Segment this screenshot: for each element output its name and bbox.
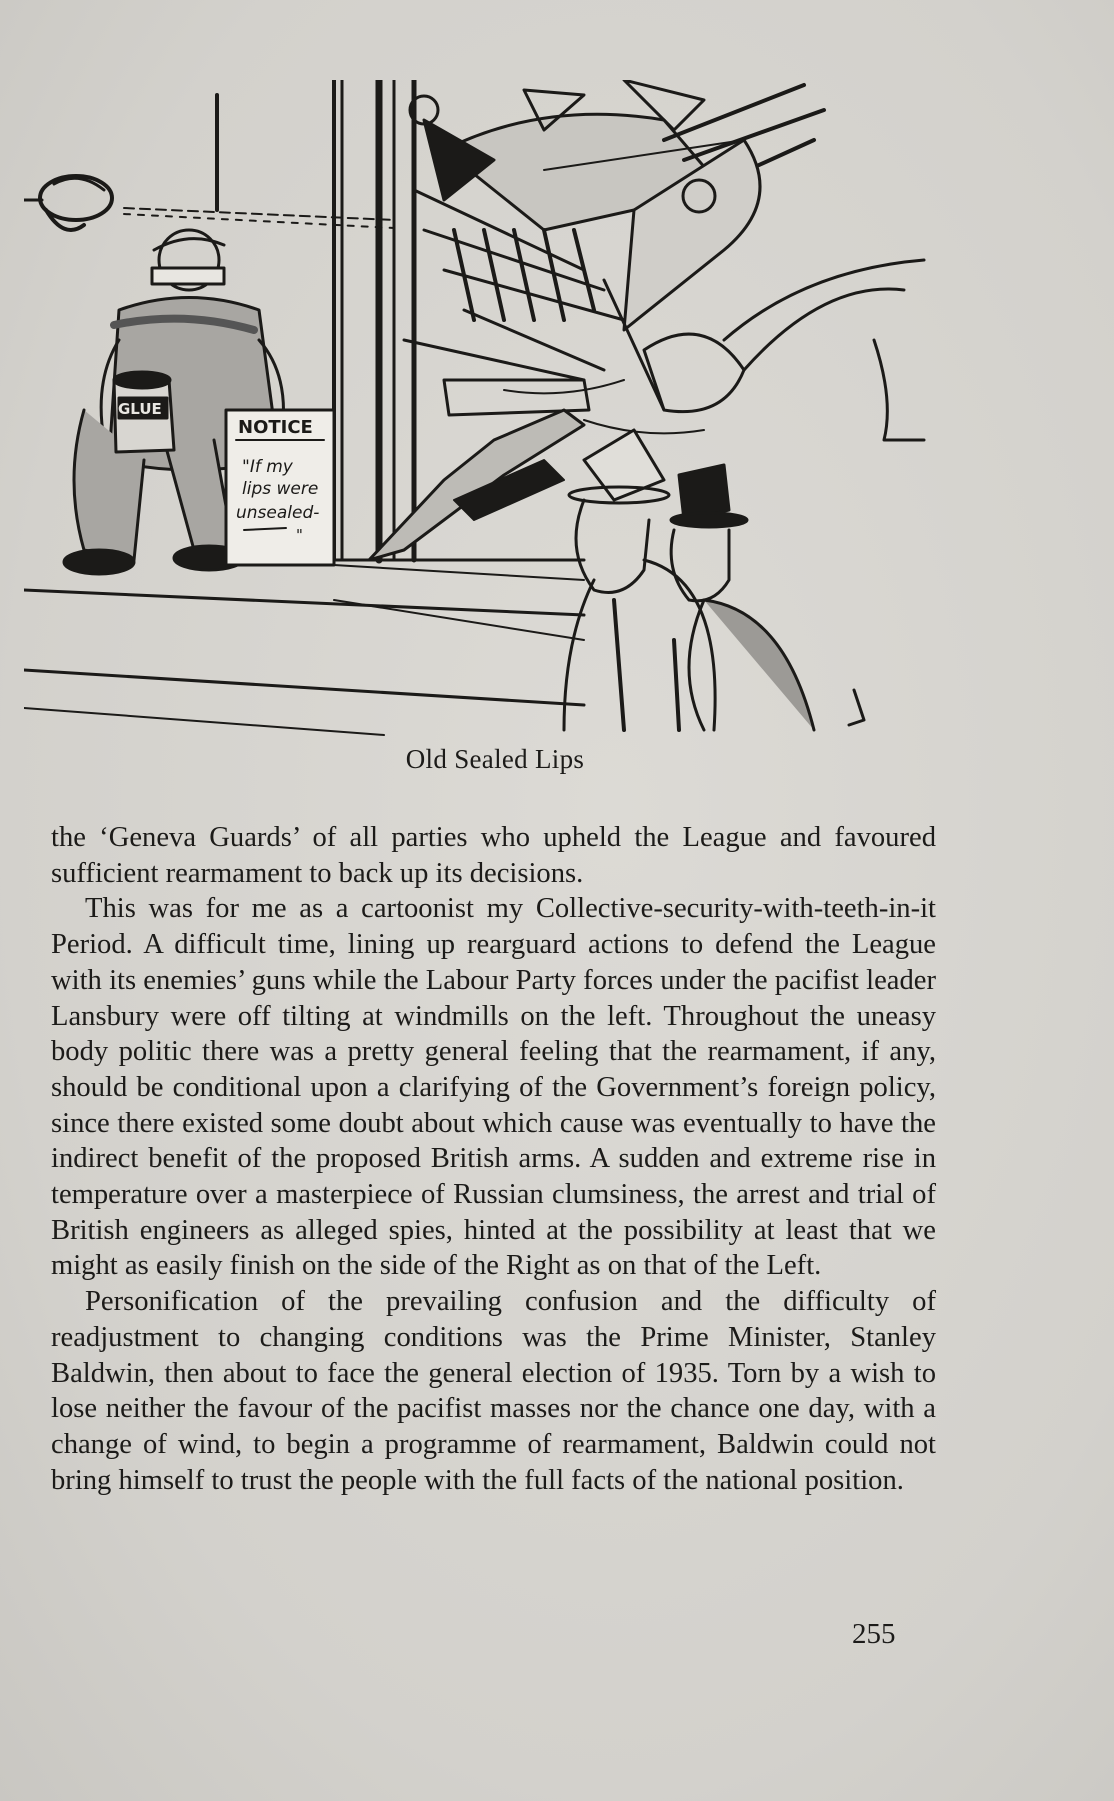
paragraph-1: the ‘Geneva Guards’ of all parties who upheld the League and favoured sufficient rearmament to back up its decisions. <box>51 822 936 889</box>
notice-title: NOTICE <box>238 417 313 438</box>
paragraph-2: This was for me as a cartoonist my Collective-security-with-teeth-in-it Period. A difficult time, lining up rearguard actions to defend the League with its enemies’ guns while the Labour Party forces under the pacifist leader Lansbury were off tilting at windmills on the left. Throughout the uneasy body politic there was a pretty general feeling that the rearmament, if any, should be conditional upon a clarifying of the Government’s foreign policy, since there existed some doubt about which cause was eventually to have the indirect benefit of the proposed British arms. A sudden and extreme rise in temperature over a masterpiece of Russian clumsiness, the arrest and trial of British engineers as alleged spies, hinted at the possibility at least that we might as easily finish on the side of the Right as on that of the Left. <box>51 893 936 1282</box>
glue-label: GLUE <box>118 400 162 418</box>
body-text <box>51 820 936 1498</box>
cartoon-illustration <box>24 80 964 740</box>
cartoon-drawing <box>24 80 964 740</box>
notice-line-4: " <box>296 526 303 544</box>
cartoon-caption: Old Sealed Lips <box>405 744 585 774</box>
page-number: 255 <box>852 1618 896 1650</box>
notice-line-3: unsealed- <box>236 503 320 523</box>
notice-line-1: "If my <box>242 457 293 477</box>
paragraph-3: Personification of the prevailing confusion and the difficulty of readjustment to changing conditions was the Prime Minister, Stanley Baldwin, then about to face the general election of 1935. Torn by a wish to lose neither the favour of the pacifist masses nor the chance one day, with a change of wind, to begin a programme of rearmament, Baldwin could not bring himself to trust the people with the full facts of the national position. <box>51 1286 936 1496</box>
notice-line-2: lips were <box>242 479 319 499</box>
